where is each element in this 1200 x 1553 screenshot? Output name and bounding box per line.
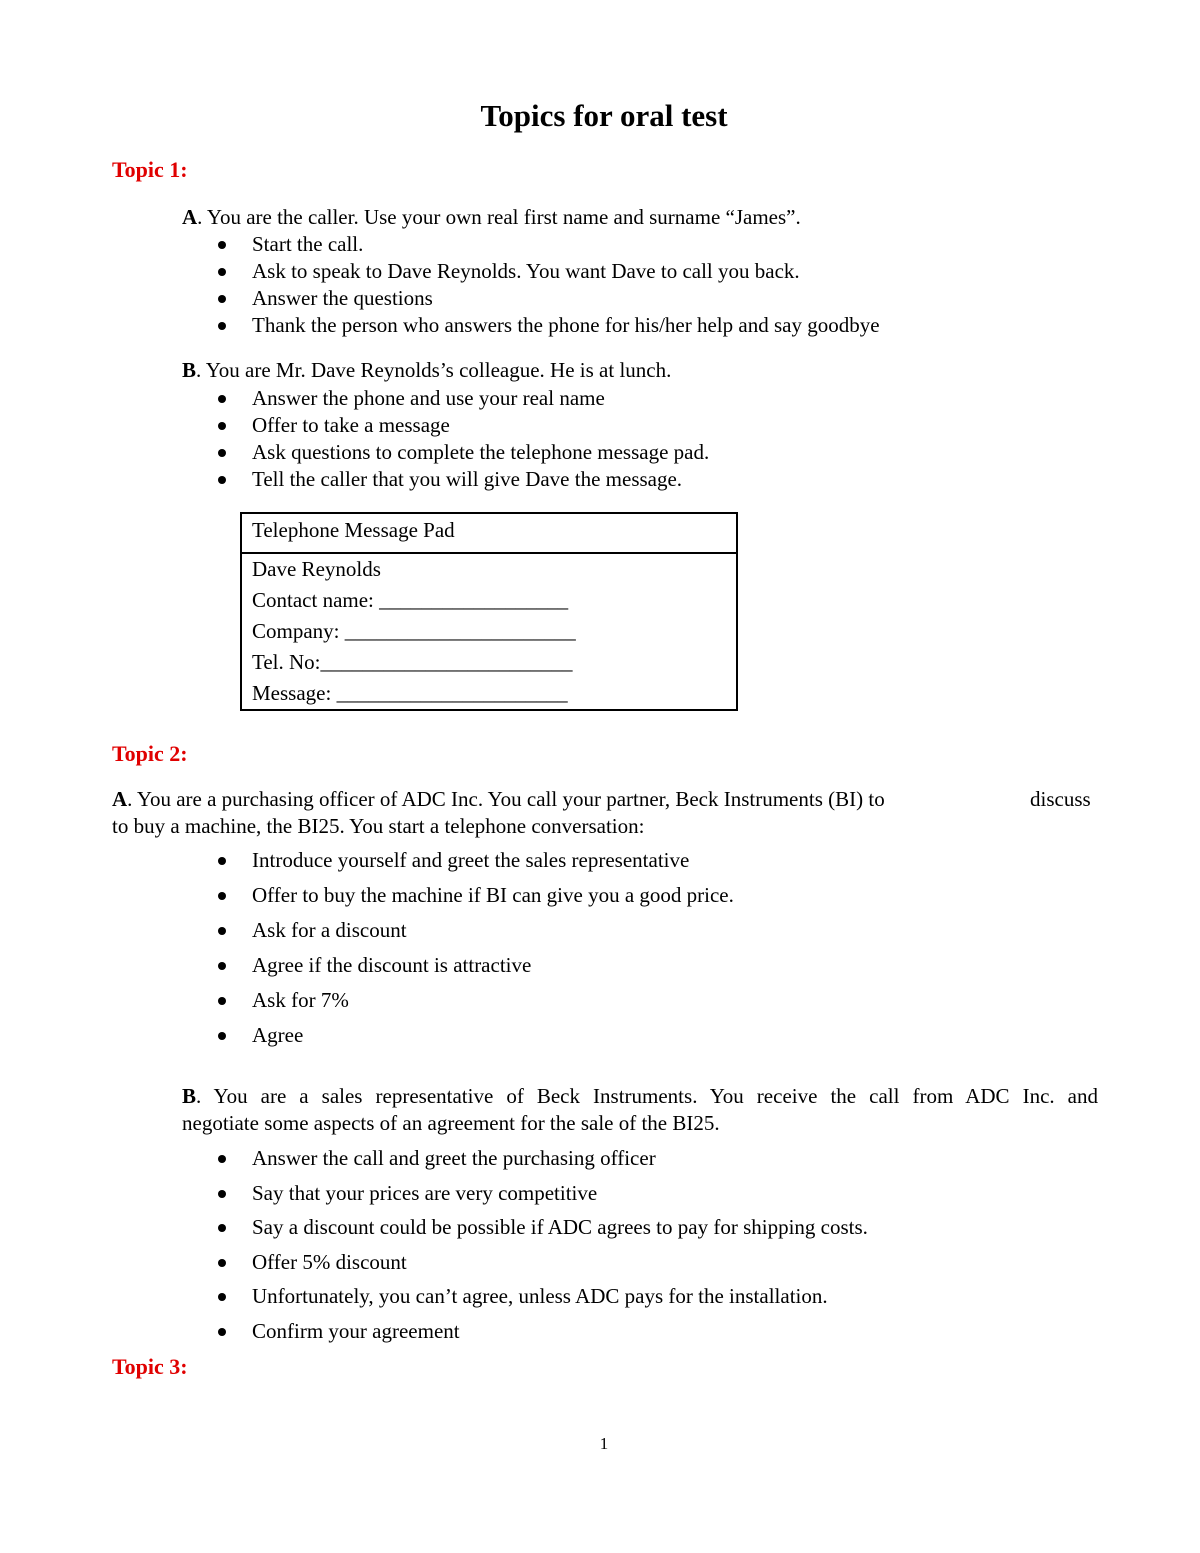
message-pad-row: Company: ______________________ bbox=[252, 619, 576, 643]
bullet-icon bbox=[218, 1293, 226, 1301]
topic-3-heading: Topic 3: bbox=[112, 1354, 188, 1379]
list-item-text: Ask to speak to Dave Reynolds. You want Dave to call you back. bbox=[252, 259, 800, 283]
topic-1-a-letter: A bbox=[182, 205, 198, 229]
list-item bbox=[182, 948, 734, 983]
list-item-text: Ask for 7% bbox=[252, 988, 349, 1012]
topic-1-b-letter: B bbox=[182, 358, 197, 382]
topic-2-b-intro bbox=[182, 1083, 1098, 1110]
bullet-icon bbox=[218, 1032, 226, 1040]
message-pad-header: Telephone Message Pad bbox=[242, 514, 736, 554]
telephone-message-pad bbox=[240, 512, 738, 711]
list-item bbox=[182, 412, 709, 439]
bullet-icon bbox=[218, 1224, 226, 1232]
bullet-icon bbox=[218, 962, 226, 970]
list-item bbox=[182, 258, 880, 285]
message-pad-row: Contact name: __________________ bbox=[252, 588, 569, 612]
topic-2-a-line2: to buy a machine, the BI25. You start a telephone conversation: bbox=[112, 814, 645, 838]
list-item-text: Start the call. bbox=[252, 232, 364, 256]
topic-2-b-list bbox=[182, 1141, 868, 1349]
list-item-text: Answer the call and greet the purchasing officer bbox=[252, 1146, 656, 1170]
list-item-text: Ask questions to complete the telephone message pad. bbox=[252, 440, 710, 464]
list-item-text: Offer to take a message bbox=[252, 413, 450, 437]
list-item-text: Thank the person who answers the phone for his/her help and say goodbye bbox=[252, 313, 880, 337]
list-item-text: Introduce yourself and greet the sales representative bbox=[252, 848, 690, 872]
list-item bbox=[182, 231, 880, 258]
list-item-text: Ask for a discount bbox=[252, 918, 407, 942]
list-item bbox=[182, 1314, 868, 1349]
topic-1-b-text: . You are Mr. Dave Reynolds’s colleague. He is at lunch. bbox=[196, 358, 672, 382]
topic-2-a-list bbox=[182, 843, 734, 1053]
list-item-text: Agree if the discount is attractive bbox=[252, 953, 532, 977]
list-item bbox=[182, 1018, 734, 1053]
list-item bbox=[182, 312, 880, 339]
list-item bbox=[182, 1141, 868, 1176]
list-item-text: Offer to buy the machine if BI can give you a good price. bbox=[252, 883, 734, 907]
topic-1-b-intro bbox=[182, 357, 671, 384]
topic-2-a-line1: . You are a purchasing officer of ADC Inc. You call your partner, Beck Instruments (BI) to bbox=[127, 787, 885, 811]
topic-2-b-line1: . You are a sales representative of Beck Instruments. You receive the call from ADC Inc. and bbox=[196, 1084, 1098, 1108]
list-item-text: Confirm your agreement bbox=[252, 1318, 460, 1343]
list-item bbox=[182, 1245, 868, 1280]
list-item-text: Offer 5% discount bbox=[252, 1249, 407, 1274]
bullet-icon bbox=[218, 892, 226, 900]
list-item bbox=[182, 385, 709, 412]
bullet-icon bbox=[218, 927, 226, 935]
list-item bbox=[182, 878, 734, 913]
page-number: 1 bbox=[599, 1434, 609, 1453]
bullet-icon bbox=[218, 1328, 226, 1336]
list-item-text: Say a discount could be possible if ADC agrees to pay for shipping costs. bbox=[252, 1215, 868, 1240]
bullet-icon bbox=[218, 268, 226, 276]
topic-2-b-letter: B bbox=[182, 1084, 197, 1108]
bullet-icon bbox=[218, 857, 226, 865]
list-item-text: Answer the questions bbox=[252, 286, 433, 310]
message-pad-row: Message: ______________________ bbox=[252, 681, 568, 705]
topic-1-a-intro bbox=[182, 204, 801, 231]
page-title: Topics for oral test bbox=[480, 98, 728, 133]
list-item bbox=[182, 1210, 868, 1245]
list-item-text: Unfortunately, you can’t agree, unless ADC pays for the installation. bbox=[252, 1284, 828, 1309]
message-pad-row: Dave Reynolds bbox=[252, 557, 381, 581]
list-item bbox=[182, 983, 734, 1018]
bullet-icon bbox=[218, 997, 226, 1005]
topic-1-heading: Topic 1: bbox=[112, 157, 188, 182]
bullet-icon bbox=[218, 295, 226, 303]
list-item bbox=[182, 843, 734, 878]
topic-2-a-intro bbox=[112, 786, 885, 813]
topic-2-a-line1-end: discuss bbox=[1030, 787, 1091, 811]
topic-1-b-list bbox=[182, 385, 709, 493]
bullet-icon bbox=[218, 322, 226, 330]
list-item bbox=[182, 1279, 868, 1314]
list-item-text: Answer the phone and use your real name bbox=[252, 386, 605, 410]
bullet-icon bbox=[218, 1190, 226, 1198]
bullet-icon bbox=[218, 449, 226, 457]
topic-2-heading: Topic 2: bbox=[112, 741, 188, 766]
list-item bbox=[182, 466, 709, 493]
bullet-icon bbox=[218, 422, 226, 430]
bullet-icon bbox=[218, 476, 226, 484]
bullet-icon bbox=[218, 1155, 226, 1163]
message-pad-row: Tel. No:________________________ bbox=[252, 650, 573, 674]
topic-1-a-list bbox=[182, 231, 880, 339]
list-item bbox=[182, 285, 880, 312]
topic-1-a-text: . You are the caller. Use your own real first name and surname “James”. bbox=[197, 205, 801, 229]
bullet-icon bbox=[218, 241, 226, 249]
topic-2-b-line2: negotiate some aspects of an agreement for the sale of the BI25. bbox=[182, 1111, 720, 1135]
list-item-text: Say that your prices are very competitive bbox=[252, 1180, 598, 1205]
list-item-text: Agree bbox=[252, 1023, 304, 1047]
topic-2-a-letter: A bbox=[112, 787, 128, 811]
list-item bbox=[182, 439, 709, 466]
bullet-icon bbox=[218, 1259, 226, 1267]
bullet-icon bbox=[218, 395, 226, 403]
list-item bbox=[182, 1176, 868, 1211]
list-item-text: Tell the caller that you will give Dave the message. bbox=[252, 467, 683, 491]
list-item bbox=[182, 913, 734, 948]
